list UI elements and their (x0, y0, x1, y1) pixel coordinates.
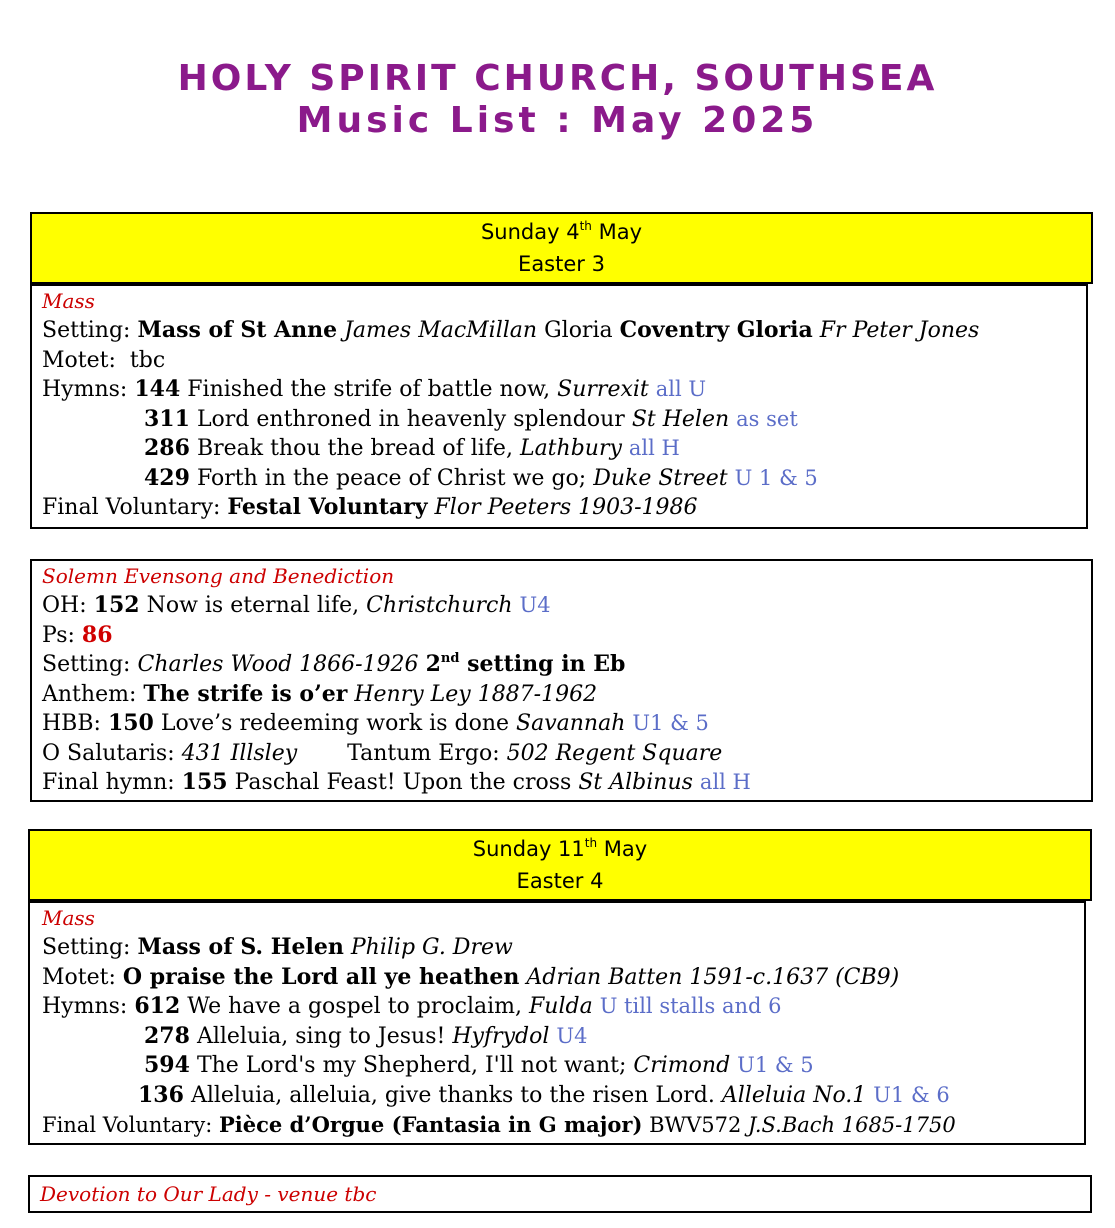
hymn-row: Hymns: 612 We have a gospel to proclaim, Fulda U till stalls and 6 (42, 993, 782, 1019)
hymn-row: 286 Break thou the bread of life, Lathbury all H (144, 435, 680, 461)
benediction-hymns: O Salutaris: 431 Illsley Tantum Ergo: 502 Regent Square (42, 740, 723, 766)
hymn-row: 594 The Lord's my Shepherd, I'll not want; Crimond U1 & 5 (144, 1052, 814, 1078)
anthem: Anthem: The strife is o’er Henry Ley 1887-1962 (42, 680, 598, 707)
hymn-row: 136 Alleluia, alleluia, give thanks to the risen Lord. Alleluia No.1 U1 & 6 (138, 1081, 950, 1108)
mass-setting: Setting: Mass of S. Helen Philip G. Drew (42, 934, 513, 960)
final-voluntary: Final Voluntary: Festal Voluntary Flor Peeters 1903-1986 (42, 494, 698, 520)
final-voluntary: Final Voluntary: Pièce d’Orgue (Fantasia in G major) BWV572 J.S.Bach 1685-1750 (42, 1112, 956, 1137)
sunday-banner-2 (28, 829, 1092, 901)
psalm: Ps: 86 (42, 621, 113, 648)
final-hymn: Final hymn: 155 Paschal Feast! Upon the cross St Albinus all H (42, 769, 751, 795)
motet: Motet: O praise the Lord all ye heathen Adrian Batten 1591-c.1637 (CB9) (42, 963, 900, 990)
section-heading: Mass (42, 906, 95, 930)
sunday-feast: Easter 3 (518, 252, 605, 276)
devotion-section (28, 1175, 1092, 1213)
section-heading: Solemn Evensong and Benediction (42, 564, 395, 588)
devotion-text: Devotion to Our Lady - venue tbc (40, 1182, 377, 1206)
office-hymn: OH: 152 Now is eternal life, Christchurch U4 (42, 592, 551, 618)
mass-section-1 (30, 284, 1088, 529)
section-heading: Mass (42, 289, 95, 313)
sunday-date: Sunday 4th May (480, 219, 643, 244)
page-title: HOLY SPIRIT CHURCH, SOUTHSEA (177, 58, 938, 99)
sunday-banner-1 (30, 212, 1093, 284)
hymn-row: 311 Lord enthroned in heavenly splendour St Helen as set (144, 405, 798, 432)
hymn-row: Hymns: 144 Finished the strife of battle now, Surrexit all U (42, 376, 707, 402)
evensong-section (30, 559, 1093, 802)
hymn-row: 278 Alleluia, sing to Jesus! Hyfrydol U4 (144, 1022, 588, 1049)
mass-section-2 (28, 901, 1086, 1145)
sunday-feast: Easter 4 (516, 869, 604, 893)
sunday-date: Sunday 11th May (472, 836, 648, 861)
mass-setting: Setting: Mass of St Anne James MacMillan Gloria Coventry Gloria Fr Peter Jones (42, 317, 980, 343)
hbb-hymn: HBB: 150 Love’s redeeming work is done Savannah U1 & 5 (42, 710, 709, 736)
evensong-setting: Setting: Charles Wood 1866-1926 2nd setting in Eb (42, 651, 626, 677)
page-subtitle: Music List : May 2025 (296, 100, 819, 141)
hymn-row: 429 Forth in the peace of Christ we go; Duke Street U 1 & 5 (144, 464, 818, 491)
motet: Motet: tbc (42, 347, 166, 373)
